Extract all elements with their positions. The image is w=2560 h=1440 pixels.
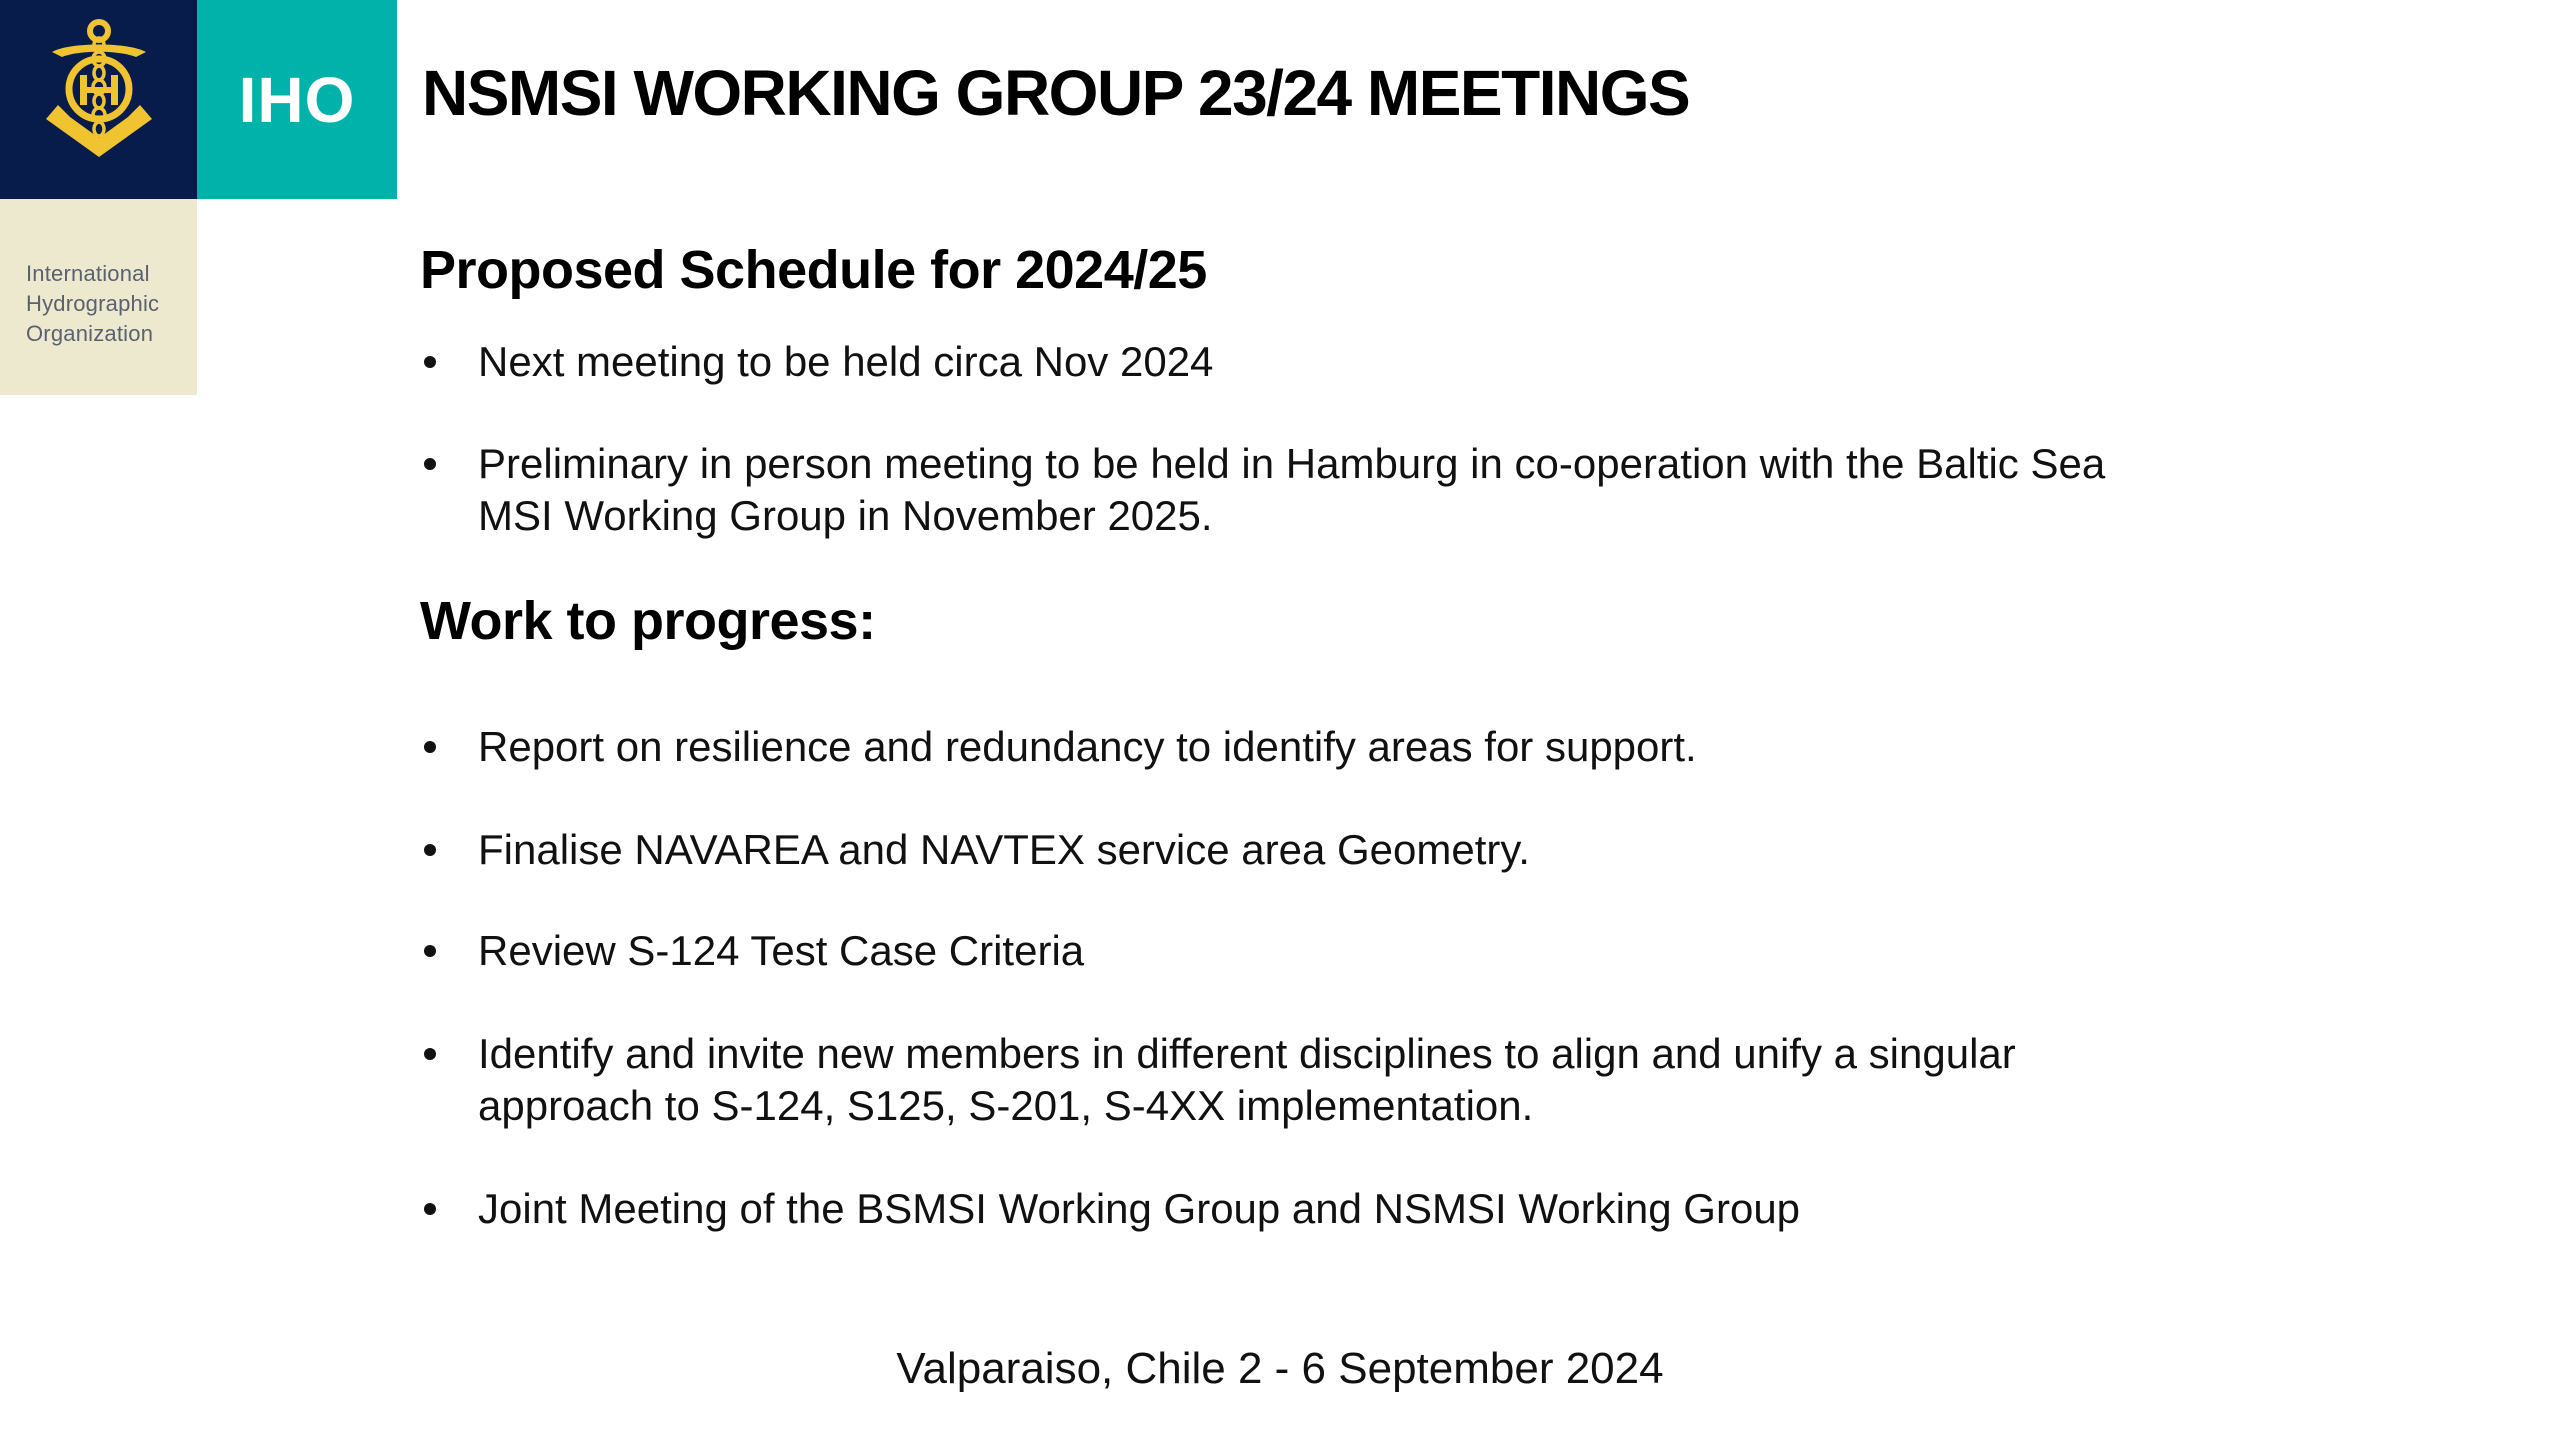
bullet-text: Joint Meeting of the BSMSI Working Group and NSMSI Working Group [478,1185,1801,1232]
bullet-item [422,336,2158,388]
bullet-item [422,824,2158,876]
bullet-text: Review S-124 Test Case Criteria [478,927,1085,974]
bullet-text: Next meeting to be held circa Nov 2024 [478,338,1214,385]
bullet-text: Finalise NAVAREA and NAVTEX service area Geometry. [478,826,1530,873]
bullet-item [422,1028,2158,1132]
bullet-item [422,438,2158,542]
iho-acronym: IHO [238,63,356,136]
iho-logo-emblem-tile [0,0,197,199]
bullet-item [422,721,2158,773]
slide-footer-venue-date: Valparaiso, Chile 2 - 6 September 2024 [896,1344,1664,1393]
bullet-text: Report on resilience and redundancy to identify areas for support. [478,723,1697,770]
iho-org-name-tile [0,199,197,395]
bullet-item [422,1183,2158,1235]
bullet-text: Preliminary in person meeting to be held in Hamburg in co-operation with the Baltic Sea MSI Working Group in November 2025. [478,440,2106,539]
slide-title: NSMSI WORKING GROUP 23/24 MEETINGS [422,57,1690,129]
bullet-text: Identify and invite new members in different disciplines to align and unify a singular approach to S-124, S125, S-201, S-4XX implementation. [478,1030,2016,1129]
anchor-icon [24,17,174,182]
bullet-item [422,925,2158,977]
section-heading-work-to-progress: Work to progress: [420,591,876,651]
org-name-line: Hydrographic [26,291,160,316]
iho-logo-acronym-tile [197,0,397,199]
section-heading-proposed-schedule: Proposed Schedule for 2024/25 [420,240,1207,300]
org-name-line: International [26,261,150,286]
org-name-line: Organization [26,321,154,346]
